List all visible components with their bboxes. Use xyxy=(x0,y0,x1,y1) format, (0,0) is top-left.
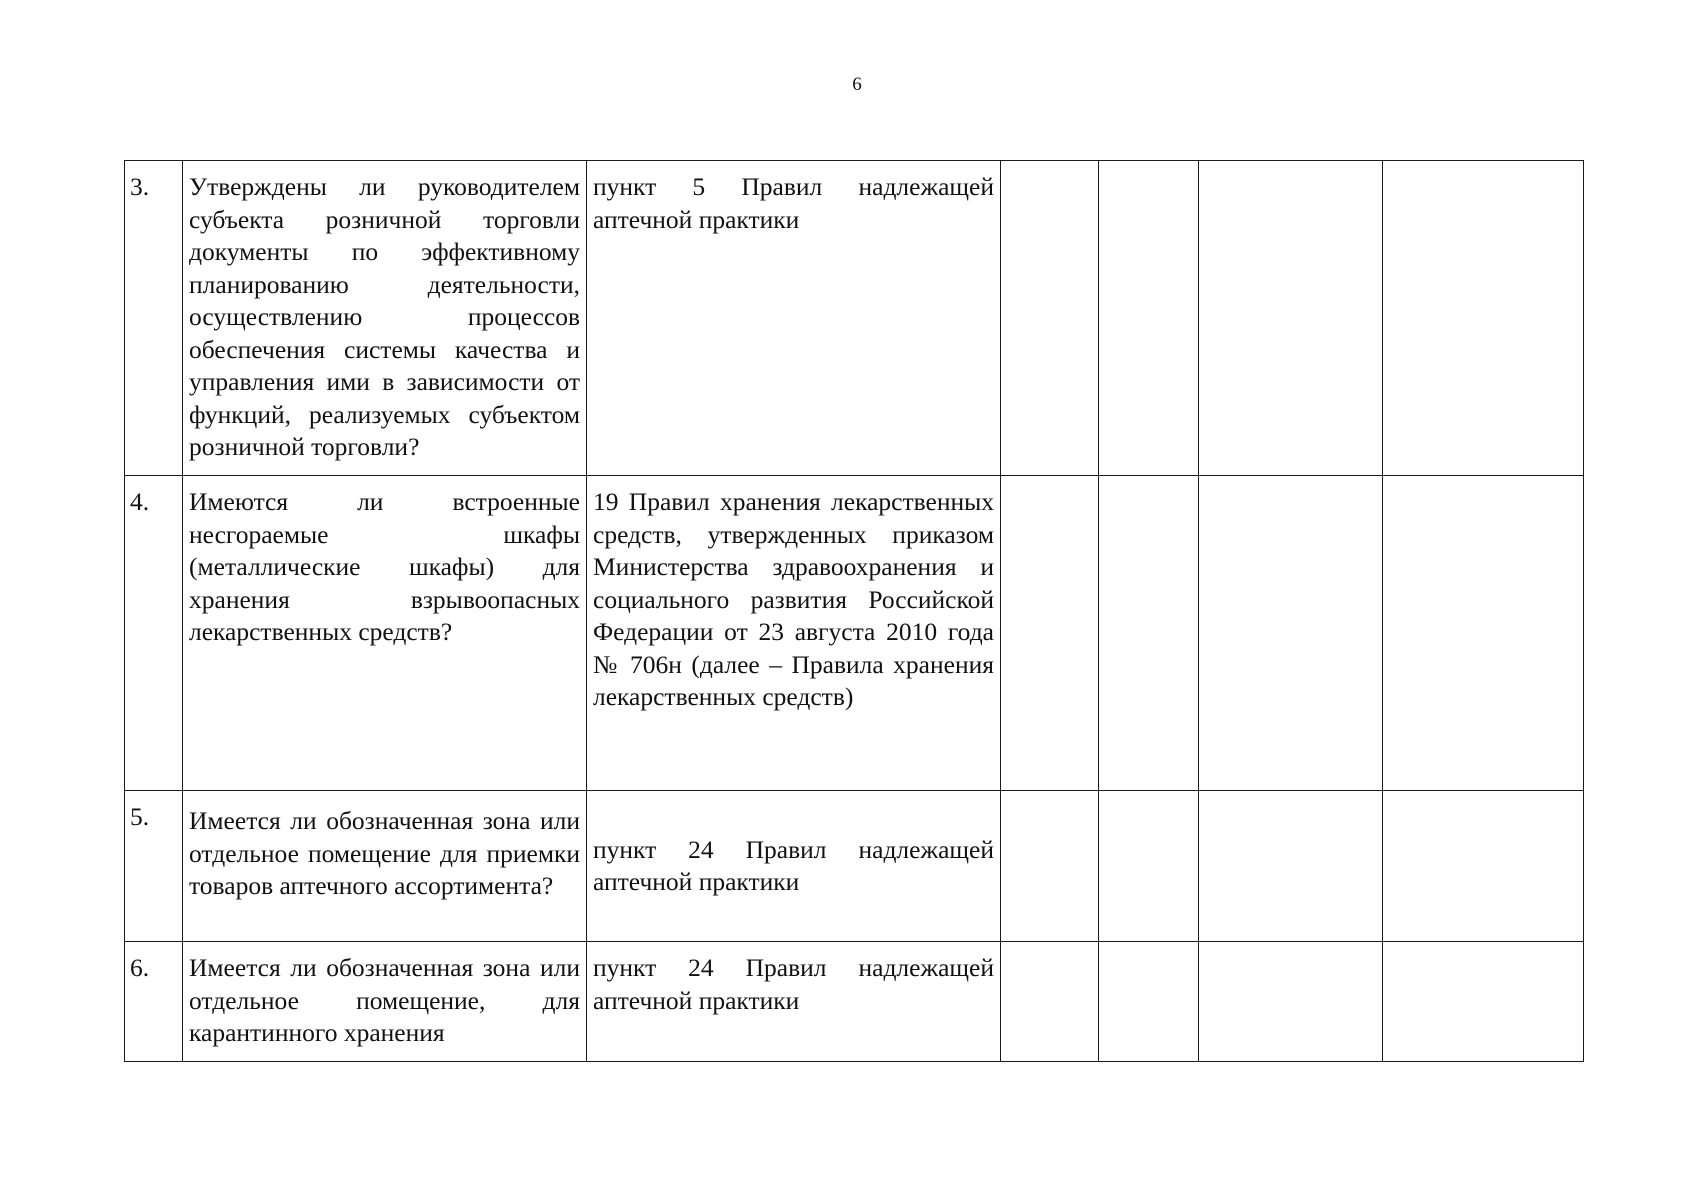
answer-cell-yes xyxy=(1001,791,1099,942)
table-row xyxy=(125,791,1584,942)
notes-cell xyxy=(1383,161,1584,476)
notes-cell xyxy=(1383,476,1584,791)
reference-cell: пункт 24 Правил надлежащей аптечной практики xyxy=(587,791,1001,942)
answer-cell-not-applicable xyxy=(1199,476,1383,791)
answer-cell-yes xyxy=(1001,476,1099,791)
table-row xyxy=(125,942,1584,1062)
answer-cell-not-applicable xyxy=(1199,161,1383,476)
reference-cell: 19 Правил хранения лекарственных средств, утвержденных приказом Министерства здравоохранения и социального развития Российской Федерации от 23 августа 2010 года № 706н (далее – Правила хранения лекарственных средств) xyxy=(587,476,1001,791)
row-number: 3. xyxy=(125,161,183,476)
question-cell: Утверждены ли руководителем субъекта розничной торговли документы по эффективному планированию деятельности, осуществлению процессов обеспечения системы качества и управления ими в зависимости от функций, реализуемых субъектом розничной торговли? xyxy=(183,161,587,476)
notes-cell xyxy=(1383,791,1584,942)
table-row xyxy=(125,161,1584,476)
question-cell: Имеются ли встроенные несгораемые шкафы (металлические шкафы) для хранения взрывоопасных лекарственных средств? xyxy=(183,476,587,791)
question-cell: Имеется ли обозначенная зона или отдельное помещение для приемки товаров аптечного ассортимента? xyxy=(183,791,587,942)
row-number: 4. xyxy=(125,476,183,791)
answer-cell-yes xyxy=(1001,161,1099,476)
answer-cell-no xyxy=(1099,791,1199,942)
table-row xyxy=(125,476,1584,791)
row-number: 5. xyxy=(125,791,183,942)
answer-cell-not-applicable xyxy=(1199,791,1383,942)
answer-cell-yes xyxy=(1001,942,1099,1062)
answer-cell-no xyxy=(1099,476,1199,791)
answer-cell-no xyxy=(1099,942,1199,1062)
answer-cell-no xyxy=(1099,161,1199,476)
checklist-table xyxy=(124,160,1584,1062)
reference-cell: пункт 5 Правил надлежащей аптечной практики xyxy=(587,161,1001,476)
page-number: 6 xyxy=(852,74,862,95)
reference-cell: пункт 24 Правил надлежащей аптечной практики xyxy=(587,942,1001,1062)
answer-cell-not-applicable xyxy=(1199,942,1383,1062)
notes-cell xyxy=(1383,942,1584,1062)
question-cell: Имеется ли обозначенная зона или отдельное помещение, для карантинного хранения xyxy=(183,942,587,1062)
row-number: 6. xyxy=(125,942,183,1062)
